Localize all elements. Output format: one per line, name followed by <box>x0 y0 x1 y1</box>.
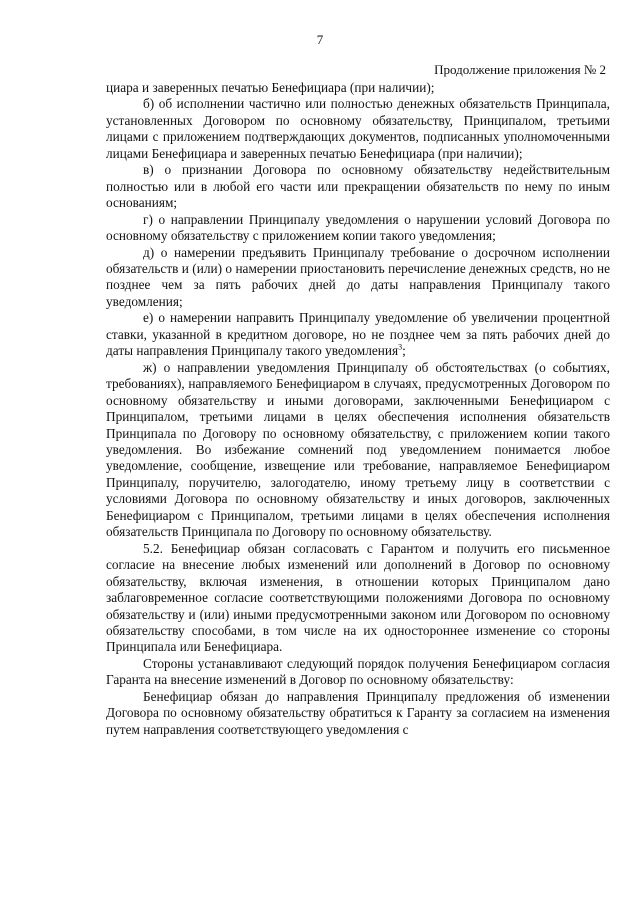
paragraph-beneficiary-obligation: Бенефициар обязан до направления Принципалу предложения об изменении Договора по основному обязательству обратиться к Гаранту за согласием на изменения путем направления соответствующего уведомления с <box>106 688 610 737</box>
paragraph-item-e-trailing: ; <box>402 343 406 359</box>
footnote-marker: 3 <box>398 342 403 352</box>
paragraph-item-e-text: е) о намерении направить Принципалу уведомление об увеличении процентной ставки, указанной в кредитном договоре, но не позднее чем за пять рабочих дней до даты направления Принципалу такого уведомления <box>106 310 610 359</box>
paragraph-item-d: д) о намерении предъявить Принципалу требование о досрочном исполнении обязательств и (или) о намерении приостановить перечисление денежных средств, но не позднее чем за пять рабочих дней до даты направления Принципалу такого уведомления; <box>106 244 610 309</box>
paragraph-item-v: в) о признании Договора по основному обязательству недействительным полностью или в любой его части или прекращении обязательств по нему по иным основаниям; <box>106 162 610 211</box>
paragraph-clause-5-2: 5.2. Бенефициар обязан согласовать с Гарантом и получить его письменное согласие на внесение любых изменений или дополнений в Договор по основному обязательству, включая изменения, в отношении которых Принципалом дано заблаговременное согласие соответствующими положениями Договора по основному обязательству и (или) иными предусмотренными законом или Договором по основному обязательству способами, в том числе на их одностороннее изменение со стороны Принципала или Бенефициара. <box>106 540 610 655</box>
paragraph-item-g: г) о направлении Принципалу уведомления о нарушении условий Договора по основному обязательству с приложением копии такого уведомления; <box>106 211 610 244</box>
paragraph-item-b: б) об исполнении частично или полностью денежных обязательств Принципала, установленных Договором по основному обязательству, Принципалом, третьими лицами с приложением подтверждающих документов, подписанных уполномоченными лицами Бенефициара и заверенных печатью Бенефициара (при наличии); <box>106 96 610 161</box>
appendix-continuation-note: Продолжение приложения № 2 <box>434 62 606 77</box>
paragraph-consent-procedure: Стороны устанавливают следующий порядок получения Бенефициаром согласия Гаранта на внесение изменений в Договор по основному обязательству: <box>106 655 610 688</box>
body-text <box>106 80 610 738</box>
paragraph-item-zh: ж) о направлении уведомления Принципалу об обстоятельствах (о событиях, требованиях), направляемого Бенефициаром в случаях, предусмотренных Договором по основному обязательству и иными договорами, заключенными Бенефициаром с Принципалом, третьими лицами в целях обеспечения исполнения обязательств Принципала по Договору по основному обязательству, с приложением копии такого уведомления. Во избежание сомнений под уведомлением понимается любое уведомление, сообщение, извещение или требование, направляемое Бенефициаром Принципалу, поручителю, залогодателю, иному третьему лицу в соответствии с условиями Договора по основному обязательству и иных договоров, заключенных Бенефициаром с Принципалом, третьими лицами в целях обеспечения исполнения обязательств Принципала по Договору по основному обязательству. <box>106 359 610 540</box>
paragraph-continuation: циара и заверенных печатью Бенефициара (при наличии); <box>106 80 435 95</box>
paragraph-item-e <box>106 310 610 359</box>
page-number: 7 <box>316 32 324 47</box>
